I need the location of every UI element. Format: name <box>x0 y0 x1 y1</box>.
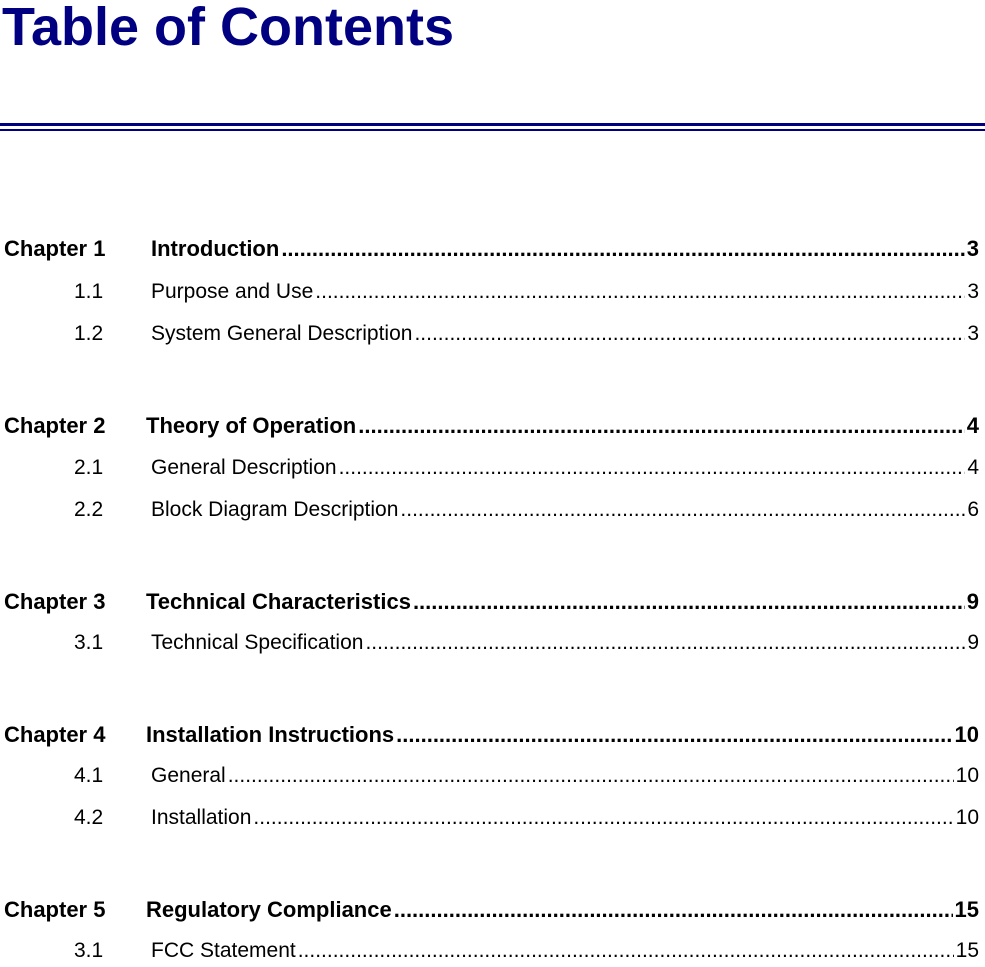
toc-dot-leader <box>358 413 965 439</box>
toc-entry-title: Purpose and Use <box>151 280 314 303</box>
toc-entry-title: Theory of Operation <box>146 413 357 438</box>
toc-entry-page: 3 <box>967 322 979 345</box>
toc-entry-title: Block Diagram Description <box>151 498 399 521</box>
toc-entry-number: 2.2 <box>74 498 104 521</box>
toc-dot-leader <box>339 456 966 480</box>
toc-dot-leader <box>365 631 965 655</box>
toc-dot-leader <box>400 498 965 522</box>
toc-entry-number: Chapter 2 <box>4 413 106 438</box>
toc-entry-page: 4 <box>967 456 979 479</box>
toc-dot-leader <box>253 806 953 830</box>
toc-entry-number: 1.1 <box>74 280 104 303</box>
toc-entry-title: Installation Instructions <box>146 722 395 747</box>
toc-entry-number: 2.1 <box>74 456 104 479</box>
toc-entry-page: 3 <box>967 280 979 303</box>
toc-entry-number: 1.2 <box>74 322 104 345</box>
toc-chapter-3[interactable] <box>0 589 979 617</box>
toc-entry-title: FCC Statement <box>151 939 296 962</box>
toc-entry-page: 15 <box>955 939 979 962</box>
title-rule-top <box>0 123 985 126</box>
page-title: Table of Contents <box>2 0 454 57</box>
toc-entry-page: 10 <box>955 764 979 787</box>
toc-dot-leader <box>228 764 954 788</box>
toc-section-3-1[interactable] <box>0 631 979 659</box>
toc-dot-leader <box>414 322 965 346</box>
toc-entry-page: 15 <box>954 897 979 922</box>
toc-entry-page: 10 <box>954 722 979 747</box>
toc-section-1-2[interactable] <box>0 322 979 350</box>
toc-dot-leader <box>394 897 953 923</box>
toc-section-4-2[interactable] <box>0 806 979 834</box>
toc-entry-title: General Description <box>151 456 337 479</box>
toc-section-2-1[interactable] <box>0 456 979 484</box>
toc-entry-page: 4 <box>966 413 979 438</box>
toc-entry-page: 10 <box>955 806 979 829</box>
toc-entry-page: 9 <box>967 631 979 654</box>
toc-entry-page: 6 <box>967 498 979 521</box>
toc-section-4-1[interactable] <box>0 764 979 792</box>
toc-entry-title: Regulatory Compliance <box>146 897 392 922</box>
toc-section-1-1[interactable] <box>0 280 979 308</box>
toc-entry-number: Chapter 3 <box>4 589 106 614</box>
toc-dot-leader <box>413 589 965 615</box>
toc-dot-leader <box>396 722 952 748</box>
toc-entry-number: Chapter 5 <box>4 897 106 922</box>
toc-entry-number: 4.1 <box>74 764 104 787</box>
title-rule-bottom <box>0 129 985 131</box>
toc-section-2-2[interactable] <box>0 498 979 526</box>
toc-entry-number: 4.2 <box>74 806 104 829</box>
toc-dot-leader <box>315 280 965 304</box>
toc-entry-page: 3 <box>966 236 979 261</box>
toc-chapter-4[interactable] <box>0 722 979 750</box>
toc-entry-title: System General Description <box>151 322 413 345</box>
toc-chapter-1[interactable] <box>0 236 979 264</box>
toc-entry-page: 9 <box>966 589 979 614</box>
toc-entry-title: General <box>151 764 226 787</box>
toc-entry-title: Installation <box>151 806 252 829</box>
toc-chapter-5[interactable] <box>0 897 979 925</box>
toc-entry-number: Chapter 1 <box>4 236 106 261</box>
toc-entry-title: Introduction <box>151 236 280 261</box>
toc-dot-leader <box>281 236 964 262</box>
toc-chapter-2[interactable] <box>0 413 979 441</box>
toc-entry-number: 3.1 <box>74 939 104 962</box>
toc-dot-leader <box>298 939 954 963</box>
toc-entry-number: Chapter 4 <box>4 722 106 747</box>
toc-entry-number: 3.1 <box>74 631 104 654</box>
toc-entry-title: Technical Characteristics <box>146 589 411 614</box>
toc-entry-title: Technical Specification <box>151 631 364 654</box>
